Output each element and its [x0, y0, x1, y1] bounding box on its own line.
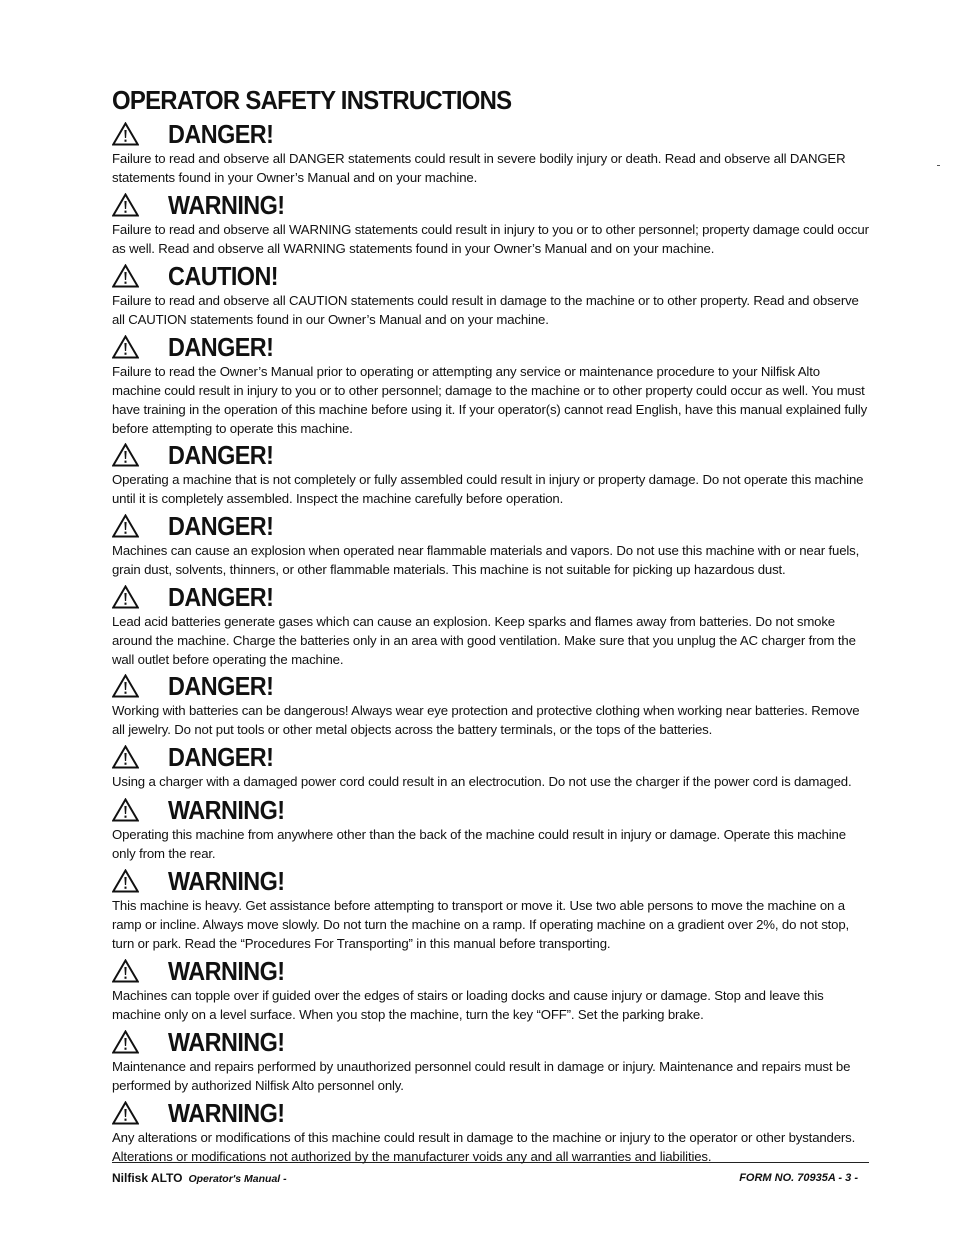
section-heading: WARNING!: [168, 1027, 285, 1057]
safety-section-warning: [112, 795, 872, 863]
warning-triangle-icon: [112, 443, 139, 467]
section-heading-row: [112, 582, 872, 612]
safety-section-danger: [112, 511, 872, 579]
footer-divider: [112, 1162, 869, 1163]
section-heading-row: [112, 119, 872, 149]
stray-mark: [937, 165, 940, 166]
safety-section-danger: [112, 440, 872, 508]
safety-section-danger: [112, 671, 872, 739]
section-heading: WARNING!: [168, 795, 285, 825]
section-body-text: Operating a machine that is not completely or fully assembled could result in injury or property damage. Do not operate this machine until it is completely assembled. Inspect the machine carefully before operation.: [112, 472, 864, 506]
section-heading: DANGER!: [168, 440, 274, 470]
section-heading-row: [112, 511, 872, 541]
warranty-notice: Alterations or modifications not authorized by the manufacturer voids any and all warranties and liabilities.: [112, 1149, 712, 1164]
warning-triangle-icon: [112, 674, 139, 698]
section-heading: DANGER!: [168, 119, 274, 149]
section-body-text: Failure to read and observe all CAUTION statements could result in damage to the machine or to other property. Read and observe all CAUTION statements found in our Owner’s Manual and on your machine.: [112, 293, 859, 327]
section-body-text: This machine is heavy. Get assistance before attempting to transport or move it. Use two able persons to move the machine on a ramp or incline. Always move slowly. Do not turn the machine on a ramp. If operating machine on a gradient over 2%, do not stop, turn or park. Read the “Procedures For Transporting” in this manual before transporting.: [112, 898, 850, 951]
section-heading: DANGER!: [168, 671, 274, 701]
section-heading-row: [112, 795, 872, 825]
section-heading-row: [112, 440, 872, 470]
warning-triangle-icon: [112, 1030, 139, 1054]
page-title: OPERATOR SAFETY INSTRUCTIONS: [112, 85, 512, 115]
section-body-text: Working with batteries can be dangerous! Always wear eye protection and protective clothing when working near batteries. Remove all jewelry. Do not put tools or other metal objects across the battery terminals, or the tops of the batteries.: [112, 703, 860, 737]
safety-section-danger: [112, 332, 872, 438]
warning-triangle-icon: [112, 193, 139, 217]
safety-section-caution: [112, 261, 872, 329]
section-heading: DANGER!: [168, 332, 274, 362]
section-heading: WARNING!: [168, 190, 285, 220]
footer-brand: [112, 1171, 287, 1185]
warning-triangle-icon: [112, 798, 139, 822]
safety-section-danger: [112, 119, 872, 187]
footer-brand-name: Nilfisk ALTO: [112, 1171, 183, 1185]
section-heading-row: [112, 332, 872, 362]
section-heading: WARNING!: [168, 956, 285, 986]
warning-triangle-icon: [112, 335, 139, 359]
section-heading-row: [112, 261, 872, 291]
section-heading: CAUTION!: [168, 261, 279, 291]
safety-section-warning: [112, 1027, 872, 1095]
section-heading-row: [112, 671, 872, 701]
warning-triangle-icon: [112, 264, 139, 288]
warning-triangle-icon: [112, 122, 139, 146]
warning-triangle-icon: [112, 745, 139, 769]
section-heading-row: [112, 956, 872, 986]
section-body-text: Using a charger with a damaged power cord could result in an electrocution. Do not use the charger if the power cord is damaged.: [112, 774, 852, 789]
footer-form-number: FORM NO. 70935A - 3 -: [739, 1172, 858, 1184]
section-body-text: Lead acid batteries generate gases which can cause an explosion. Keep sparks and flames away from batteries. Do not smoke around the machine. Charge the batteries only in an area with good ventilation. Make sure that you unplug the AC charger from the wall outlet before operating the machine.: [112, 614, 856, 667]
safety-section-warning: [112, 956, 872, 1024]
section-body-text: Failure to read and observe all DANGER statements could result in severe bodily injury or death. Read and observe all DANGER statements found in your Owner’s Manual and on your machine.: [112, 151, 846, 185]
section-heading-row: [112, 866, 872, 896]
section-heading: DANGER!: [168, 511, 274, 541]
safety-section-warning: [112, 190, 872, 258]
section-heading-row: [112, 1027, 872, 1057]
section-heading: WARNING!: [168, 866, 285, 896]
section-heading: WARNING!: [168, 1098, 285, 1128]
section-body-text: Machines can topple over if guided over the edges of stairs or loading docks and cause injury or damage. Stop and leave this machine only on a level surface. When you stop the machine, turn the key “OFF”. Set the parking brake.: [112, 988, 824, 1022]
safety-section-warning: [112, 1098, 872, 1166]
safety-section-warning: [112, 866, 872, 953]
footer-manual-label: Operator's Manual -: [188, 1173, 287, 1185]
section-heading-row: [112, 190, 872, 220]
warning-triangle-icon: [112, 514, 139, 538]
section-heading: DANGER!: [168, 582, 274, 612]
warning-triangle-icon: [112, 585, 139, 609]
warning-triangle-icon: [112, 869, 139, 893]
section-body-text: Maintenance and repairs performed by unauthorized personnel could result in damage or injury. Maintenance and repairs must be performed by authorized Nilfisk Alto personnel only.: [112, 1059, 851, 1093]
warning-triangle-icon: [112, 1101, 139, 1125]
section-body-text: Failure to read the Owner’s Manual prior to operating or attempting any service or maintenance procedure to your Nilfisk Alto machine could result in injury to you or to other personnel; damage to the machine or to other property could occur as well. You must have training in the operation of this machine before using it. If your operator(s) cannot read English, have this manual explained fully before attempting to operate this machine.: [112, 364, 868, 436]
section-body-text: Operating this machine from anywhere other than the back of the machine could result in injury or damage. Operate this machine only from the rear.: [112, 827, 846, 861]
section-body-text: Machines can cause an explosion when operated near flammable materials and vapors. Do not use this machine with or near fuels, grain dust, solvents, thinners, or other flammable materials. This machine is not suitable for picking up hazardous dust.: [112, 543, 860, 577]
section-heading: DANGER!: [168, 742, 274, 772]
section-body-text: Failure to read and observe all WARNING statements could result in injury to you or to other personnel; property damage could occur as well. Read and observe all WARNING statements found in your Owner’s Manual and on your machine.: [112, 222, 869, 256]
section-heading-row: [112, 1098, 872, 1128]
warning-triangle-icon: [112, 959, 139, 983]
safety-section-danger: [112, 582, 872, 669]
section-body-text: Any alterations or modifications of this machine could result in damage to the machine or injury to the operator or other bystanders. Alterations or modifications not authorized by the manufacturer voids any and all warranties and liabilities.: [112, 1130, 856, 1164]
section-heading-row: [112, 742, 872, 772]
safety-section-danger: [112, 742, 872, 791]
